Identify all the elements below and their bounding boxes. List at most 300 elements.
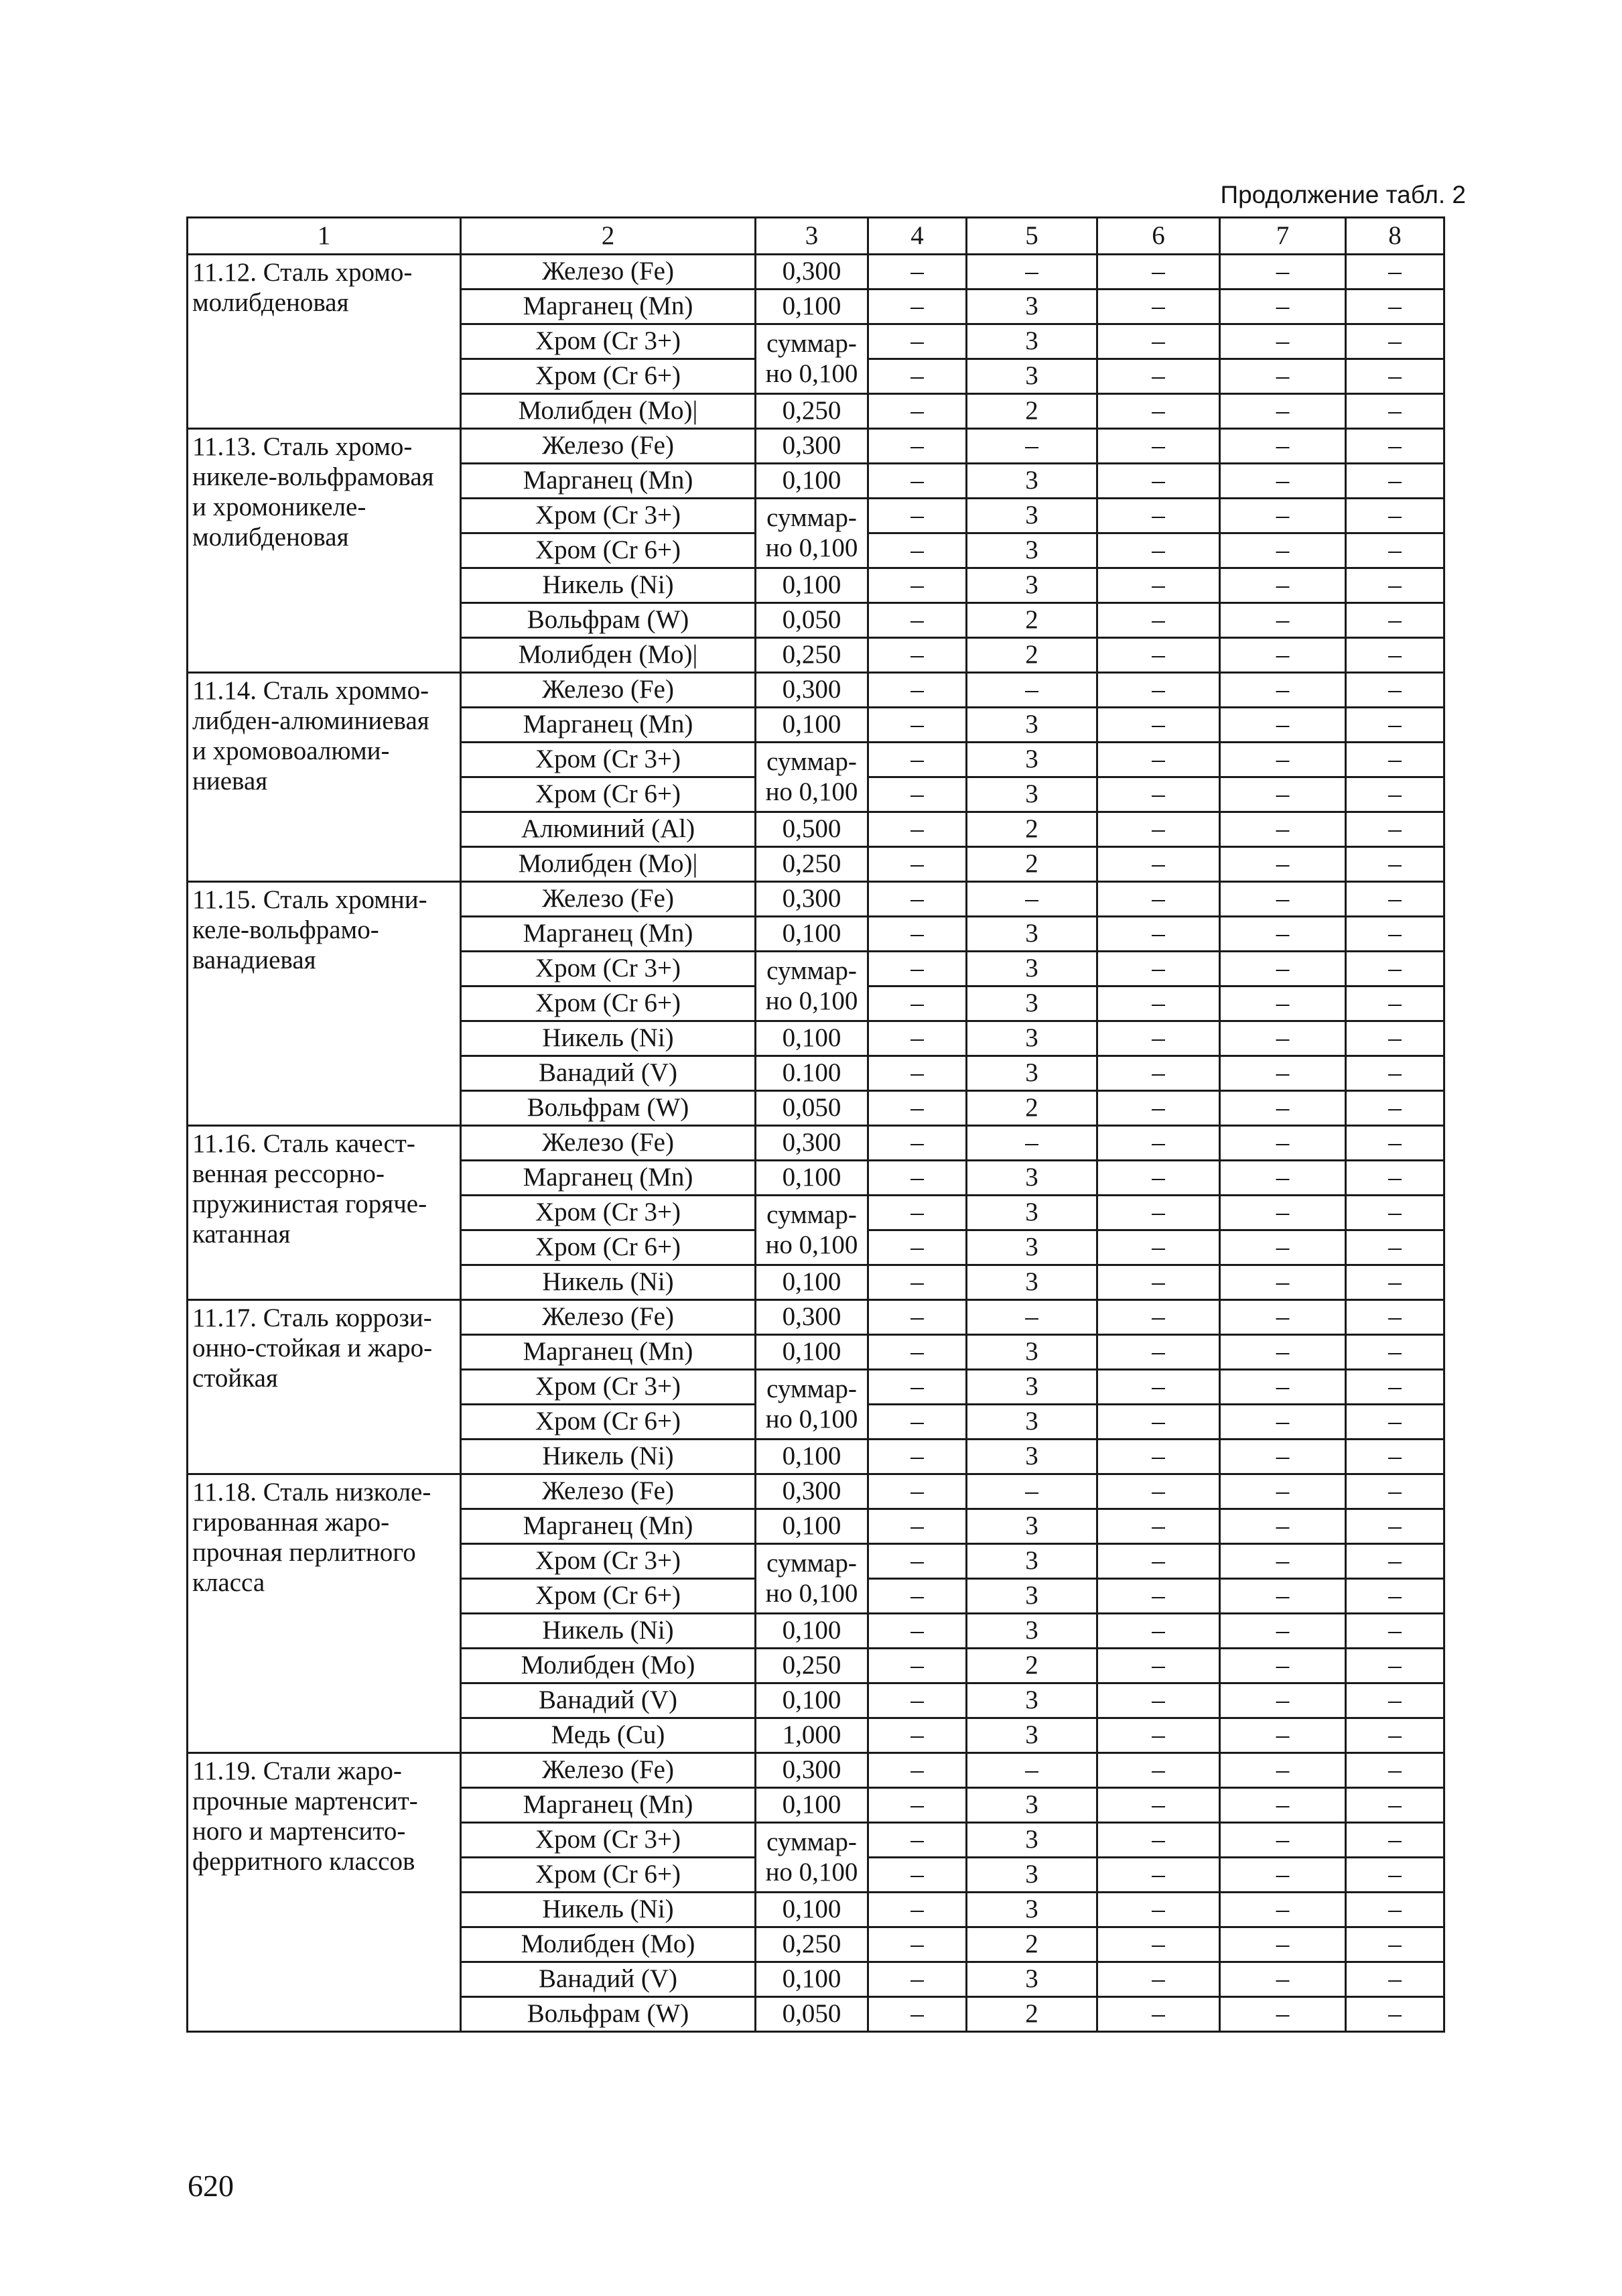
element-cell: Хром (Cr 6+) [461,986,756,1021]
column-6-cell: – [1097,1335,1220,1370]
value-cell: 0,100 [756,568,868,603]
combined-value-cell [756,1823,868,1893]
section-title-line: 11.15. Сталь хромни- [192,885,427,914]
column-5-cell: – [967,255,1097,290]
column-5-cell: 3 [967,1962,1097,1997]
section-title-line: молибденовая [192,288,349,317]
value-cell: 0,100 [756,1335,868,1370]
section-title-line: класса [192,1568,265,1597]
column-7-cell: – [1220,917,1346,952]
column-8-cell: – [1346,603,1444,638]
column-8-cell: – [1346,1126,1444,1161]
column-8-cell: – [1346,882,1444,917]
column-6-cell: – [1097,464,1220,499]
element-cell: Хром (Cr 6+) [461,1579,756,1614]
column-6-cell: – [1097,777,1220,812]
column-5-cell: 3 [967,1788,1097,1823]
section-title-line: ного и мартенсито- [192,1816,406,1846]
column-8-cell: – [1346,1091,1444,1126]
column-5-cell: 3 [967,290,1097,324]
column-8-cell: – [1346,1927,1444,1962]
section-title-line: 11.18. Сталь низколе- [192,1478,431,1507]
combined-value-cell [756,1196,868,1265]
column-4-cell: – [868,1126,967,1161]
section-title-line: ниевая [192,766,268,795]
column-7-cell: – [1220,324,1346,359]
column-8-cell: – [1346,1300,1444,1335]
column-5-cell: 3 [967,1579,1097,1614]
column-8-cell: – [1346,1440,1444,1474]
column-7-cell: – [1220,1126,1346,1161]
column-5-cell: 2 [967,1927,1097,1962]
column-7-cell: – [1220,1265,1346,1300]
section-title-cell [188,429,461,673]
element-cell: Хром (Cr 6+) [461,777,756,812]
column-7-cell: – [1220,1230,1346,1265]
column-7-cell: – [1220,1474,1346,1509]
column-6-cell: – [1097,1544,1220,1579]
column-7-cell: – [1220,359,1346,394]
element-cell: Молибден (Mo)| [461,847,756,882]
column-4-cell: – [868,708,967,743]
column-4-cell: – [868,1858,967,1893]
combined-value-line: суммар- [766,1200,857,1229]
element-cell: Хром (Cr 3+) [461,1544,756,1579]
column-4-cell: – [868,1021,967,1056]
column-7-cell: – [1220,952,1346,986]
value-cell: 0,300 [756,255,868,290]
column-4-cell: – [868,568,967,603]
value-cell: 0,500 [756,812,868,847]
column-7-cell: – [1220,743,1346,777]
section-title-line: и хромоникеле- [192,492,366,521]
value-cell: 0,100 [756,1509,868,1544]
section-title-line: ферритного классов [192,1846,415,1876]
column-7-cell: – [1220,568,1346,603]
column-5-cell: 3 [967,1614,1097,1649]
column-7-cell: – [1220,1196,1346,1230]
section-title-line: гированная жаро- [192,1507,390,1537]
column-7-cell: – [1220,1614,1346,1649]
column-4-cell: – [868,882,967,917]
column-6-cell: – [1097,568,1220,603]
element-cell: Железо (Fe) [461,429,756,464]
column-5-cell: 3 [967,359,1097,394]
column-8-cell: – [1346,812,1444,847]
column-5-cell: 3 [967,1718,1097,1753]
column-6-cell: – [1097,1056,1220,1091]
value-cell: 0,250 [756,638,868,673]
column-7-cell: – [1220,1893,1346,1927]
column-5-cell: 2 [967,1091,1097,1126]
column-5-cell: 3 [967,917,1097,952]
column-6-cell: – [1097,1021,1220,1056]
element-cell: Никель (Ni) [461,568,756,603]
column-7-cell: – [1220,777,1346,812]
element-cell: Железо (Fe) [461,1126,756,1161]
section-title-line: 11.17. Сталь коррози- [192,1303,432,1332]
column-5-cell: 2 [967,394,1097,429]
section-title-line: 11.19. Стали жаро- [192,1757,402,1785]
element-cell: Ванадий (V) [461,1683,756,1718]
column-5-cell: 3 [967,1509,1097,1544]
element-cell: Железо (Fe) [461,673,756,708]
column-4-cell: – [868,324,967,359]
column-6-cell: – [1097,1196,1220,1230]
column-8-cell: – [1346,1893,1444,1927]
column-8-cell: – [1346,1823,1444,1858]
column-4-cell: – [868,533,967,568]
column-8-cell: – [1346,1962,1444,1997]
column-5-cell: 3 [967,952,1097,986]
column-7-cell: – [1220,1405,1346,1440]
page-number: 620 [188,2169,234,2203]
column-5-cell: 2 [967,812,1097,847]
column-5-cell: 3 [967,1544,1097,1579]
element-cell: Молибден (Mo)| [461,638,756,673]
section-title-line: либден-алюминиевая [192,706,429,735]
element-cell: Железо (Fe) [461,255,756,290]
element-cell: Хром (Cr 3+) [461,743,756,777]
element-cell: Вольфрам (W) [461,1997,756,2032]
table-body [188,218,1444,2032]
column-5-cell: 3 [967,1683,1097,1718]
section-title-cell [188,1126,461,1300]
element-cell: Марганец (Mn) [461,290,756,324]
column-4-cell: – [868,603,967,638]
element-cell: Молибден (Mo) [461,1649,756,1683]
section-title-line: стойкая [192,1363,278,1393]
column-7-cell: – [1220,1997,1346,2032]
column-4-cell: – [868,1509,967,1544]
steel-composition-table [186,216,1445,2033]
table-row [188,1753,1444,1788]
column-4-cell: – [868,1823,967,1858]
table-row [188,429,1444,464]
value-cell: 0,100 [756,1614,868,1649]
value-cell: 0,100 [756,1440,868,1474]
column-8-cell: – [1346,1858,1444,1893]
column-4-cell: – [868,1579,967,1614]
element-cell: Ванадий (V) [461,1056,756,1091]
combined-value-cell [756,1370,868,1440]
value-cell: 0,100 [756,708,868,743]
column-7-cell: – [1220,1649,1346,1683]
column-8-cell: – [1346,1021,1444,1056]
column-6-cell: – [1097,1230,1220,1265]
value-cell: 0,100 [756,1788,868,1823]
column-7-cell: – [1220,812,1346,847]
section-title-cell [188,673,461,882]
column-7-cell: – [1220,464,1346,499]
column-8-cell: – [1346,1405,1444,1440]
column-4-cell: – [868,743,967,777]
value-cell: 0,300 [756,1126,868,1161]
column-8-cell: – [1346,673,1444,708]
column-4-cell: – [868,359,967,394]
value-cell: 0,300 [756,673,868,708]
section-title-cell [188,1300,461,1474]
combined-value-line: суммар- [766,1374,857,1403]
column-5-cell: 3 [967,1021,1097,1056]
column-5-cell: – [967,1753,1097,1788]
column-8-cell: – [1346,568,1444,603]
column-4-cell: – [868,917,967,952]
column-7-cell: – [1220,290,1346,324]
column-6-cell: – [1097,429,1220,464]
value-cell: 0,250 [756,1927,868,1962]
element-cell: Хром (Cr 3+) [461,1370,756,1405]
element-cell: Марганец (Mn) [461,917,756,952]
column-5-cell: – [967,1474,1097,1509]
column-5-cell: 3 [967,743,1097,777]
column-7-cell: – [1220,638,1346,673]
column-7-cell: – [1220,1161,1346,1196]
column-4-cell: – [868,1335,967,1370]
column-4-cell: – [868,1440,967,1474]
column-6-cell: – [1097,812,1220,847]
column-5-cell: 3 [967,1196,1097,1230]
column-5-cell: 3 [967,986,1097,1021]
value-cell: 0,100 [756,1893,868,1927]
element-cell: Хром (Cr 6+) [461,359,756,394]
column-8-cell: – [1346,533,1444,568]
column-5-cell: – [967,429,1097,464]
column-8-cell: – [1346,499,1444,533]
table-row [188,1126,1444,1161]
column-4-cell: – [868,812,967,847]
column-8-cell: – [1346,708,1444,743]
column-7-cell: – [1220,255,1346,290]
combined-value-line: суммар- [766,747,857,776]
column-4-cell: – [868,394,967,429]
column-8-cell: – [1346,1265,1444,1300]
column-6-cell: – [1097,1161,1220,1196]
element-cell: Хром (Cr 3+) [461,952,756,986]
column-5-cell: 3 [967,708,1097,743]
column-8-cell: – [1346,847,1444,882]
element-cell: Никель (Ni) [461,1440,756,1474]
column-7-cell: – [1220,708,1346,743]
combined-value-line: но 0,100 [765,777,858,806]
column-7-cell: – [1220,603,1346,638]
column-header: 5 [967,218,1097,255]
column-6-cell: – [1097,324,1220,359]
column-4-cell: – [868,1788,967,1823]
combined-value-line: суммар- [766,956,857,985]
combined-value-line: но 0,100 [765,359,858,388]
column-7-cell: – [1220,986,1346,1021]
column-8-cell: – [1346,324,1444,359]
column-7-cell: – [1220,1440,1346,1474]
column-7-cell: – [1220,882,1346,917]
element-cell: Марганец (Mn) [461,708,756,743]
column-8-cell: – [1346,1509,1444,1544]
value-cell: 1,000 [756,1718,868,1753]
element-cell: Вольфрам (W) [461,603,756,638]
column-4-cell: – [868,1196,967,1230]
column-7-cell: – [1220,1683,1346,1718]
column-8-cell: – [1346,1056,1444,1091]
section-title-line: молибденовая [192,522,349,552]
section-title-line: и хромовоалюми- [192,736,390,765]
column-7-cell: – [1220,1858,1346,1893]
column-6-cell: – [1097,1474,1220,1509]
column-5-cell: 3 [967,1161,1097,1196]
section-title-line: ванадиевая [192,945,316,974]
value-cell: 0,250 [756,394,868,429]
column-header: 3 [756,218,868,255]
column-header: 8 [1346,218,1444,255]
table-row [188,1474,1444,1509]
column-4-cell: – [868,1997,967,2032]
element-cell: Никель (Ni) [461,1614,756,1649]
element-cell: Хром (Cr 3+) [461,499,756,533]
column-8-cell: – [1346,1544,1444,1579]
element-cell: Железо (Fe) [461,1474,756,1509]
combined-value-line: но 0,100 [765,533,858,562]
element-cell: Железо (Fe) [461,1753,756,1788]
combined-value-line: суммар- [766,1548,857,1578]
column-6-cell: – [1097,499,1220,533]
column-4-cell: – [868,673,967,708]
value-cell: 0,050 [756,1091,868,1126]
element-cell: Марганец (Mn) [461,1788,756,1823]
element-cell: Вольфрам (W) [461,1091,756,1126]
column-7-cell: – [1220,1718,1346,1753]
element-cell: Железо (Fe) [461,1300,756,1335]
column-6-cell: – [1097,847,1220,882]
value-cell: 0,100 [756,290,868,324]
column-4-cell: – [868,1962,967,1997]
element-cell: Молибден (Mo)| [461,394,756,429]
column-4-cell: – [868,952,967,986]
section-title-line: 11.16. Сталь качест- [192,1129,415,1158]
column-4-cell: – [868,1300,967,1335]
value-cell: 0,050 [756,603,868,638]
element-cell: Хром (Cr 6+) [461,1230,756,1265]
column-8-cell: – [1346,986,1444,1021]
column-5-cell: 3 [967,1230,1097,1265]
column-8-cell: – [1346,743,1444,777]
column-6-cell: – [1097,1788,1220,1823]
column-6-cell: – [1097,1405,1220,1440]
column-6-cell: – [1097,1753,1220,1788]
section-title-line: келе-вольфрамо- [192,915,379,944]
column-5-cell: 3 [967,1440,1097,1474]
column-header: 1 [188,218,461,255]
column-8-cell: – [1346,952,1444,986]
column-4-cell: – [868,429,967,464]
combined-value-cell [756,324,868,394]
value-cell: 0,250 [756,1649,868,1683]
column-4-cell: – [868,638,967,673]
column-7-cell: – [1220,1579,1346,1614]
element-cell: Хром (Cr 6+) [461,533,756,568]
column-4-cell: – [868,1649,967,1683]
column-6-cell: – [1097,1265,1220,1300]
combined-value-cell [756,952,868,1021]
value-cell: 0,100 [756,1265,868,1300]
column-7-cell: – [1220,1788,1346,1823]
combined-value-line: но 0,100 [765,1578,858,1608]
section-title-line: 11.14. Сталь хроммо- [192,676,429,705]
column-8-cell: – [1346,1614,1444,1649]
column-4-cell: – [868,986,967,1021]
column-5-cell: 3 [967,1265,1097,1300]
element-cell: Медь (Cu) [461,1718,756,1753]
column-5-cell: – [967,673,1097,708]
column-5-cell: 3 [967,464,1097,499]
column-8-cell: – [1346,1196,1444,1230]
column-8-cell: – [1346,429,1444,464]
table-caption: Продолжение табл. 2 [1220,181,1466,208]
column-6-cell: – [1097,1683,1220,1718]
combined-value-line: но 0,100 [765,1230,858,1259]
column-4-cell: – [868,1056,967,1091]
column-4-cell: – [868,1718,967,1753]
column-6-cell: – [1097,255,1220,290]
column-6-cell: – [1097,1440,1220,1474]
column-7-cell: – [1220,533,1346,568]
column-4-cell: – [868,464,967,499]
column-5-cell: 3 [967,777,1097,812]
column-8-cell: – [1346,1335,1444,1370]
column-4-cell: – [868,1474,967,1509]
value-cell: 0,100 [756,464,868,499]
column-7-cell: – [1220,394,1346,429]
column-8-cell: – [1346,1161,1444,1196]
column-7-cell: – [1220,1091,1346,1126]
column-7-cell: – [1220,673,1346,708]
combined-value-line: но 0,100 [765,986,858,1015]
column-4-cell: – [868,1230,967,1265]
element-cell: Хром (Cr 6+) [461,1405,756,1440]
column-6-cell: – [1097,394,1220,429]
column-8-cell: – [1346,777,1444,812]
value-cell: 0,100 [756,1021,868,1056]
section-title-cell [188,1474,461,1753]
section-title-cell [188,255,461,429]
combined-value-cell [756,743,868,812]
column-5-cell: 2 [967,1649,1097,1683]
column-6-cell: – [1097,952,1220,986]
column-4-cell: – [868,1893,967,1927]
column-6-cell: – [1097,673,1220,708]
column-4-cell: – [868,1161,967,1196]
column-4-cell: – [868,1927,967,1962]
column-6-cell: – [1097,290,1220,324]
column-header: 2 [461,218,756,255]
column-8-cell: – [1346,638,1444,673]
column-8-cell: – [1346,1788,1444,1823]
column-6-cell: – [1097,882,1220,917]
section-title-cell [188,1753,461,2032]
column-7-cell: – [1220,1823,1346,1858]
column-6-cell: – [1097,1509,1220,1544]
section-title-line: прочная перлитного [192,1537,416,1567]
element-cell: Железо (Fe) [461,882,756,917]
element-cell: Хром (Cr 6+) [461,1858,756,1893]
column-5-cell: 2 [967,847,1097,882]
column-5-cell: 3 [967,1405,1097,1440]
column-6-cell: – [1097,1649,1220,1683]
column-8-cell: – [1346,1649,1444,1683]
column-7-cell: – [1220,1544,1346,1579]
section-title-cell [188,882,461,1126]
column-6-cell: – [1097,1126,1220,1161]
column-8-cell: – [1346,1997,1444,2032]
